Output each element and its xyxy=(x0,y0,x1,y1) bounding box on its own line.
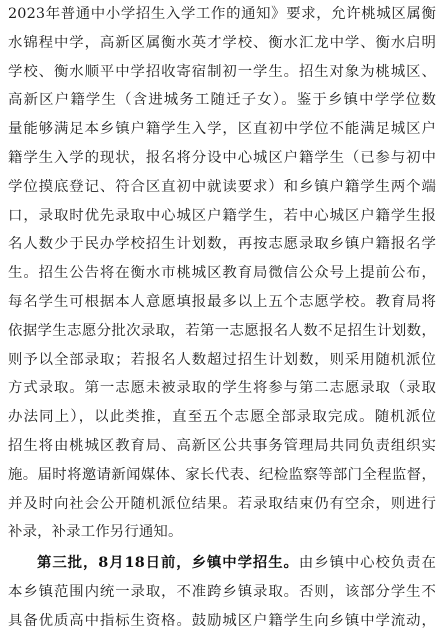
text-line: 并及时向社会公开随机派位结果。若录取结束仍有空余，则进行 xyxy=(8,495,436,512)
text-line: 依据学生志愿分批次录取，若第一志愿报名人数不足招生计划数， xyxy=(8,322,436,339)
text-line-first xyxy=(8,549,436,578)
text-line: 籍学生入学的现状，报名将分设中心城区户籍学生（已参与初中 xyxy=(8,149,436,166)
text-line: 方式录取。第一志愿未被录取的学生将参与第二志愿录取（录取 xyxy=(8,380,436,397)
text-line: 口，录取时优先录取中心城区户籍学生，若中心城区户籍学生报 xyxy=(8,207,436,224)
text-line: 办法同上），以此类推，直至五个志愿全部录取完成。随机派位 xyxy=(8,409,436,426)
paragraph-admission-rules xyxy=(8,0,436,547)
text-line: 水锦程中学，高新区属衡水英才学校、衡水汇龙中学、衡水启明 xyxy=(8,34,436,51)
text-line: 名人数少于民办学校招生计划数，再按志愿录取乡镇户籍报名学 xyxy=(8,236,436,253)
text-line: 学位摸底登记、符合区直初中就读要求）和乡镇户籍学生两个端 xyxy=(8,178,436,195)
text-line: 本乡镇范围内统一录取，不准跨乡镇录取。否则，该部分学生不 xyxy=(8,583,436,600)
text-line-last: 补录，补录工作另行通知。 xyxy=(8,524,183,541)
section-heading-third-batch: 第三批，8月18日前，乡镇中学招生。 xyxy=(37,554,299,572)
text-line: 高新区户籍学生（含进城务工随迁子女）。鉴于乡镇中学学位数 xyxy=(8,92,436,109)
text-line: 招生将由桃城区教育局、高新区公共事务管理局共同负责组织实 xyxy=(8,437,436,454)
text-line: 则予以全部录取；若报名人数超过招生计划数，则采用随机派位 xyxy=(8,351,436,368)
text-line: 学校、衡水顺平中学招收寄宿制初一学生。招生对象为桃城区、 xyxy=(8,63,436,80)
text-line: 量能够满足本乡镇户籍学生入学，区直初中学位不能满足城区户 xyxy=(8,121,436,138)
text-line: 生。招生公告将在衡水市桃城区教育局微信公众号上提前公布， xyxy=(8,265,436,282)
paragraph-third-batch xyxy=(8,549,436,635)
text-line: 2023年普通中小学招生入学工作的通知》要求，允许桃城区属衡 xyxy=(8,6,436,22)
text-line: 每名学生可根据本人意愿填报最多以上五个志愿学校。教育局将 xyxy=(8,293,436,310)
text-line: 具备优质高中指标生资格。鼓励城区户籍学生向乡镇中学流动， xyxy=(8,612,436,629)
text-line: 施。届时将邀请新闻媒体、家长代表、纪检监察等部门全程监督， xyxy=(8,466,436,483)
text-run: 由乡镇中心校负责在 xyxy=(298,555,436,572)
